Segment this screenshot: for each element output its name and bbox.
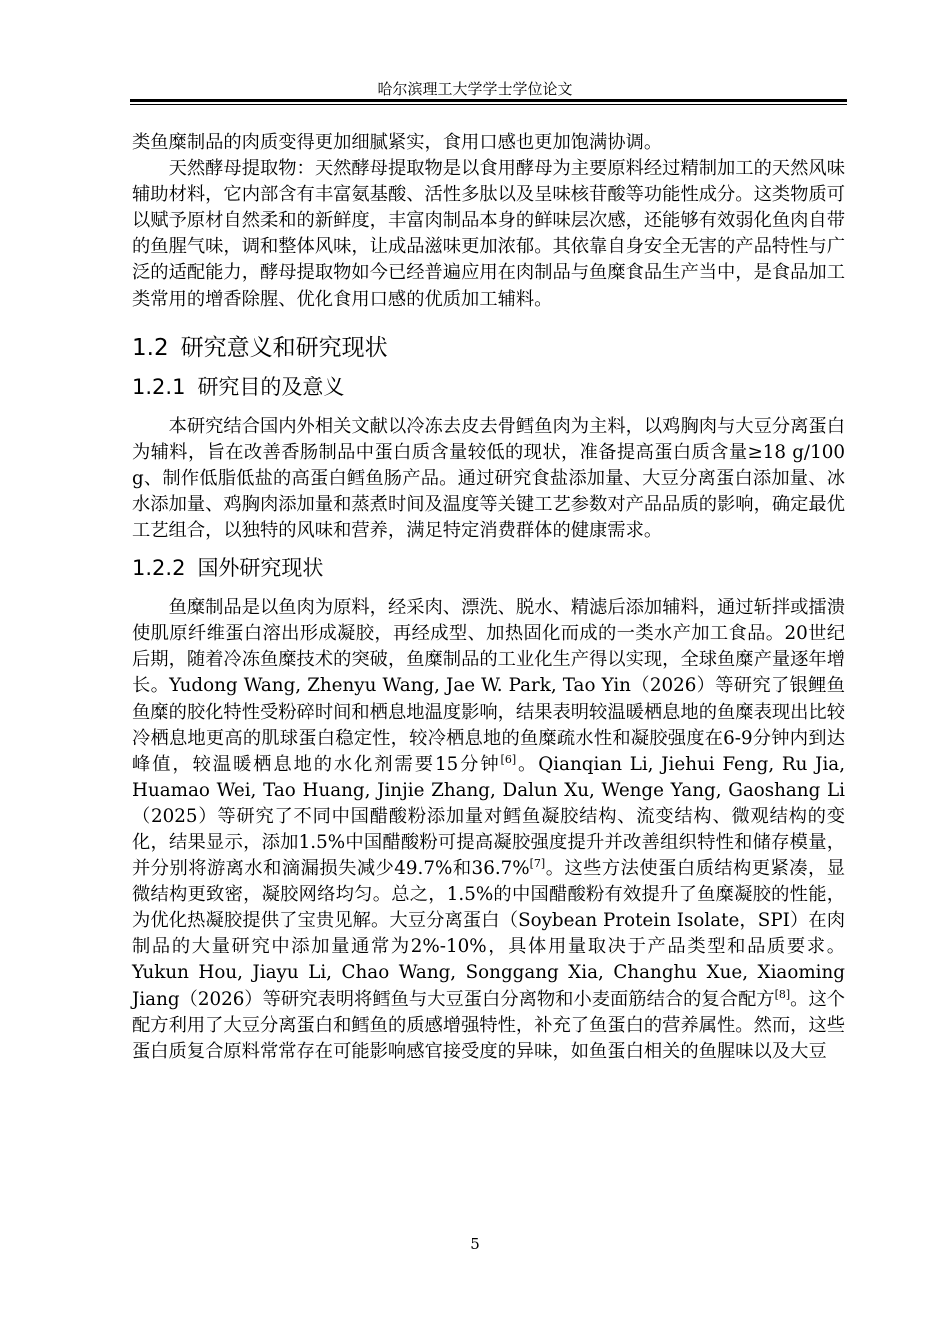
paragraph-yeast-extract: 天然酵母提取物：天然酵母提取物是以食用酵母为主要原料经过精制加工的天然风味辅助材料，它内部含有丰富氨基酸、活性多肽以及呈味核苷酸等功能性成分。这类物质可以赋予原材自然柔和的新鲜度，丰富肉制品本身的鲜味层次感，还能够有效弱化鱼肉自带的鱼腥气味，调和整体风味，让成品滋味更加浓郁。其依靠自身安全无害的产品特性与广泛的适配能力，酵母提取物如今已经普遍应用在肉制品与鱼糜食品生产当中，是食品加工类常用的增香除腥、优化食用口感的优质加工辅料。 [132,158,845,310]
running-header-title: 哈尔滨理工大学学士学位论文 [377,80,573,98]
paragraph-continued: 类鱼糜制品的肉质变得更加细腻紧实，食用口感也更加饱满协调。 [132,132,663,153]
section-heading-1-2 [132,333,845,363]
text-segment: 。这个配方利用了大豆分离蛋白和鳕鱼的质感增强特性，补充了鱼蛋白的营养属性。然而，这些蛋白质复合原料常常存在可能影响感官接受度的异味，如鱼蛋白相关的鱼腥味以及大豆 [132,988,846,1062]
subsection-title: 研究目的及意义 [197,374,345,399]
text-segment: 鱼糜制品是以鱼肉为原料，经采肉、漂洗、脱水、精滤后添加辅料，通过斩拌或擂溃使肌原纤维蛋白溶出形成凝胶，再经成型、加热固化而成的一类水产加工食品。20世纪后期，随着冷冻鱼糜技术的突破，鱼糜制品的工业化生产得以实现，全球鱼糜产量逐年增长。Yudong Wang, Zhenyu Wang, Jae W. Park, Tao Yin（2026）等研究了银鲤鱼鱼糜的胶化特性受粉碎时间和栖息地温度影响，结果表明较温暖栖息地的鱼糜表现出比较冷栖息地更高的肌球蛋白稳定性，较冷栖息地的鱼糜疏水性和凝胶强度在6-9分钟内到达峰值，较温暖栖息地的水化剂需要15分钟 [132,597,845,775]
subsection-heading-1-2-1 [132,373,845,401]
paragraph-foreign-research [132,595,845,1065]
text-segment: 。Qianqian Li, Jiehui Feng, Ru Jia, Huamao Wei, Tao Huang, Jinjie Zhang, Dalun Xu, Wenge Yang, Gaoshang Li（2025）等研究了不同中国醋酸粉添加量对鳕鱼凝胶结构、流变结构、微观结构的变化，结果显示，添加1.5%中国醋酸粉可提高凝胶强度提升并改善组织特性和储存模量，并分别将游离水和滴漏损失减少49.7%和36.7% [132,753,846,880]
header-rule-thin [130,104,847,105]
section-title: 研究意义和研究现状 [180,334,388,361]
subsection-heading-1-2-2 [132,554,845,582]
citation-ref-8[interactable]: [8] [774,987,791,1001]
citation-ref-7[interactable]: [7] [529,857,546,871]
subsection-number: 1.2.1 [132,374,186,399]
text-segment: 。这些方法使蛋白质结构更紧凑，显微结构更致密，凝胶网络均匀。总之，1.5%的中国醋酸粉有效提升了鱼糜凝胶的性能，为优化热凝胶提供了宝贵见解。大豆分离蛋白（Soybean Protein Isolate，SPI）在肉制品的大量研究中添加量通常为2%-10%，具体用量取决于产品类型和品质要求。Yukun Hou, Jiayu Li, Chao Wang, Songgang Xia, Changhu Xue, Xiaoming Jiang（2026）等研究表明将鳕鱼与大豆蛋白分离物和小麦面筋结合的复合配方 [132,858,845,1010]
page-number: 5 [470,1235,480,1253]
section-number: 1.2 [132,334,169,361]
header-rule-thick [130,99,847,102]
citation-ref-6[interactable]: [6] [500,752,517,766]
subsection-number: 1.2.2 [132,556,186,581]
subsection-title: 国外研究现状 [197,556,324,581]
page-body [132,130,845,1065]
paragraph-research-purpose: 本研究结合国内外相关文献以冷冻去皮去骨鳕鱼肉为主料，以鸡胸肉与大豆分离蛋白为辅料，旨在改善香肠制品中蛋白质含量较低的现状，准备提高蛋白质含量≥18 g/100 g、制作低脂低盐的高蛋白鳕鱼肠产品。通过研究食盐添加量、大豆分离蛋白添加量、冰水添加量、鸡胸肉添加量和蒸煮时间及温度等关键工艺参数对产品品质的影响，确定最优工艺组合，以独特的风味和营养，满足特定消费群体的健康需求。 [132,415,845,542]
